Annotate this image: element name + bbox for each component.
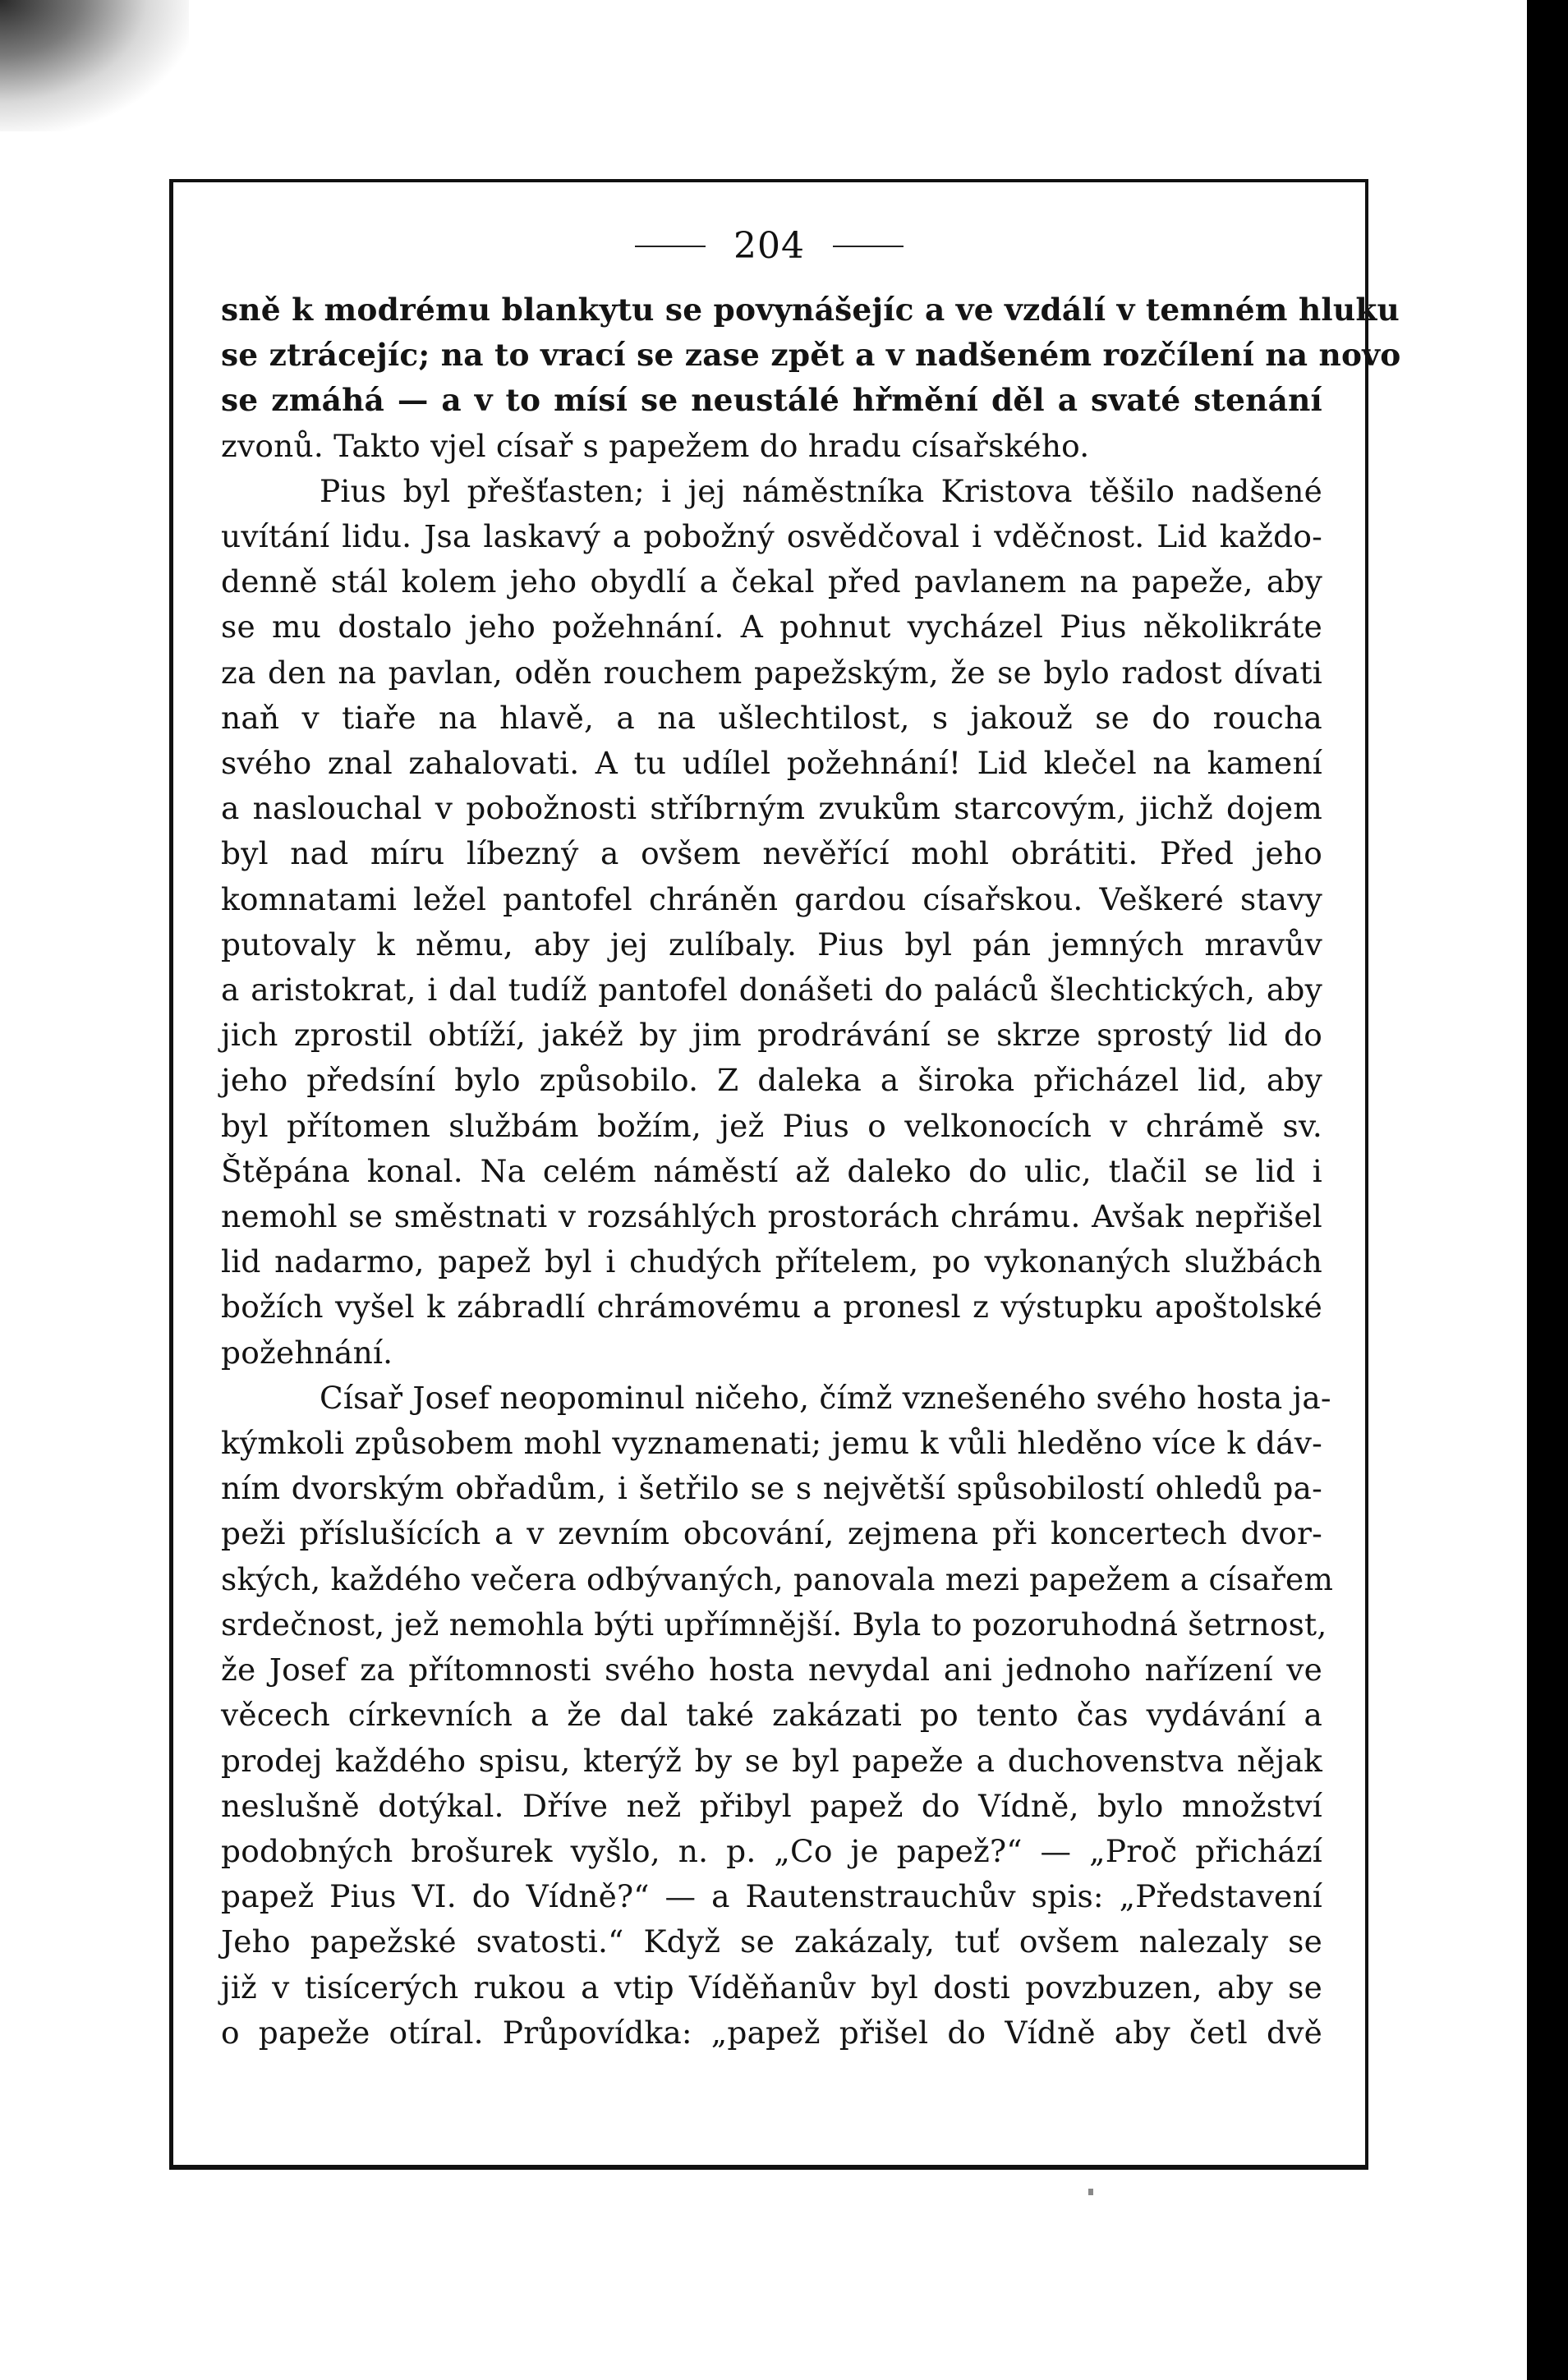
text-line: jeho předsíní bylo způsobilo. Z daleka a široka přicházel lid, aby xyxy=(221,1062,1322,1099)
text-line: Jeho papežské svatosti.“ Když se zakázaly, tuť ovšem nalezaly se xyxy=(221,1923,1322,1960)
text-line: věcech církevních a že dal také zakázati po tento čas vydávání a xyxy=(221,1697,1322,1734)
text-line: božích vyšel k zábradlí chrámovému a pronesl z výstupku apoštolské xyxy=(221,1289,1322,1326)
scan-speck xyxy=(1088,2189,1093,2195)
text-line: denně stál kolem jeho obydlí a čekal před pavlanem na papeže, aby xyxy=(221,563,1322,600)
text-line: peži příslušících a v zevním obcování, zejmena při koncertech dvor- xyxy=(221,1515,1322,1552)
text-line: byl nad míru líbezný a ovšem nevěřící mohl obrátiti. Před jeho xyxy=(221,835,1322,872)
text-line: Císař Josef neopominul ničeho, čímž vznešeného svého hosta ja- xyxy=(320,1379,1331,1416)
paragraph-1 xyxy=(221,287,1401,469)
text-line: Štěpána konal. Na celém náměstí až daleko do ulic, tlačil se lid i xyxy=(221,1152,1322,1189)
text-line: sně k modrému blankytu se povynášejíc a ve vzdálí v temném hluku xyxy=(221,292,1400,328)
text-line: papež Pius VI. do Vídně?“ — a Rautenstrauchův spis: „Představení xyxy=(221,1878,1322,1915)
text-line: již v tisícerých rukou a vtip Víděňanův byl dosti povzbuzen, aby se xyxy=(221,1969,1322,2006)
text-line: kýmkoli způsobem mohl vyznamenati; jemu k vůli hleděno více k dáv- xyxy=(221,1425,1322,1462)
text-line: a naslouchal v pobožnosti stříbrným zvukům starcovým, jichž dojem xyxy=(221,790,1322,827)
scan-right-edge xyxy=(1527,0,1568,2380)
text-line: putovaly k němu, aby jej zulíbaly. Pius byl pán jemných mravův xyxy=(221,926,1322,963)
text-line: neslušně dotýkal. Dříve než přibyl papež do Vídně, bylo množství xyxy=(221,1787,1322,1824)
scan-corner-smudge xyxy=(0,0,189,131)
header-rule-left xyxy=(635,246,706,247)
text-line: srdečnost, jež nemohla býti upřímnější. Byla to pozoruhodná šetrnost, xyxy=(221,1606,1327,1643)
page-header xyxy=(173,225,1365,267)
text-line: a aristokrat, i dal tudíž pantofel donášeti do paláců šlechtických, aby xyxy=(221,972,1322,1009)
text-line: se ztrácejíc; na to vrací se zase zpět a v nadšeném rozčílení na novo xyxy=(221,337,1401,374)
paragraph-2 xyxy=(221,469,1322,1376)
body-text xyxy=(221,287,1401,2056)
text-line: že Josef za přítomnosti svého hosta nevydal ani jednoho nařízení ve xyxy=(221,1652,1322,1689)
text-line: požehnání. xyxy=(221,1334,393,1371)
header-rule-right xyxy=(833,246,904,247)
text-line: naň v tiaře na hlavě, a na ušlechtilost, s jakouž se do roucha xyxy=(221,699,1322,736)
text-line: ním dvorským obřadům, i šetřilo se s největší spůsobilostí ohledů pa- xyxy=(221,1470,1322,1507)
text-line: lid nadarmo, papež byl i chudých přítelem, po vykonaných službách xyxy=(221,1243,1322,1280)
page-frame xyxy=(169,179,1401,2170)
text-line: podobných brošurek vyšlo, n. p. „Co je papež?“ — „Proč přichází xyxy=(221,1832,1322,1869)
paragraph-3 xyxy=(221,1376,1334,2056)
text-line: se zmáhá — a v to mísí se neustálé hřmění děl a svaté stenání xyxy=(221,382,1322,419)
text-line: jich zprostil obtíží, jakéž by jim prodrávání se skrze sprostý lid do xyxy=(221,1017,1322,1054)
text-line: zvonů. Takto vjel císař s papežem do hradu císařského. xyxy=(221,427,1090,464)
text-line: Pius byl přešťasten; i jej náměstníka Kristova těšilo nadšené xyxy=(320,472,1322,509)
text-line: o papeže otíral. Průpovídka: „papež přišel do Vídně aby četl dvě xyxy=(221,2014,1322,2051)
text-line: prodej každého spisu, kterýž by se byl papeže a duchovenstva nějak xyxy=(221,1742,1322,1779)
text-line: byl přítomen službám božím, jež Pius o velkonocích v chrámě sv. xyxy=(221,1107,1322,1144)
text-line: komnatami ležel pantofel chráněn gardou císařskou. Veškeré stavy xyxy=(221,880,1322,917)
text-line: se mu dostalo jeho požehnání. A pohnut vycházel Pius několikráte xyxy=(221,609,1322,646)
text-line: za den na pavlan, oděn rouchem papežským, že se bylo radost dívati xyxy=(221,654,1322,691)
page-number: 204 xyxy=(733,225,805,267)
text-line: uvítání lidu. Jsa laskavý a pobožný osvědčoval i vděčnost. Lid každo- xyxy=(221,518,1322,555)
text-line: svého znal zahalovati. A tu udílel požehnání! Lid klečel na kamení xyxy=(221,745,1322,782)
text-line: nemohl se směstnati v rozsáhlých prostorách chrámu. Avšak nepřišel xyxy=(221,1198,1322,1235)
text-line: ských, každého večera odbývaných, panovala mezi papežem a císařem xyxy=(221,1560,1334,1597)
